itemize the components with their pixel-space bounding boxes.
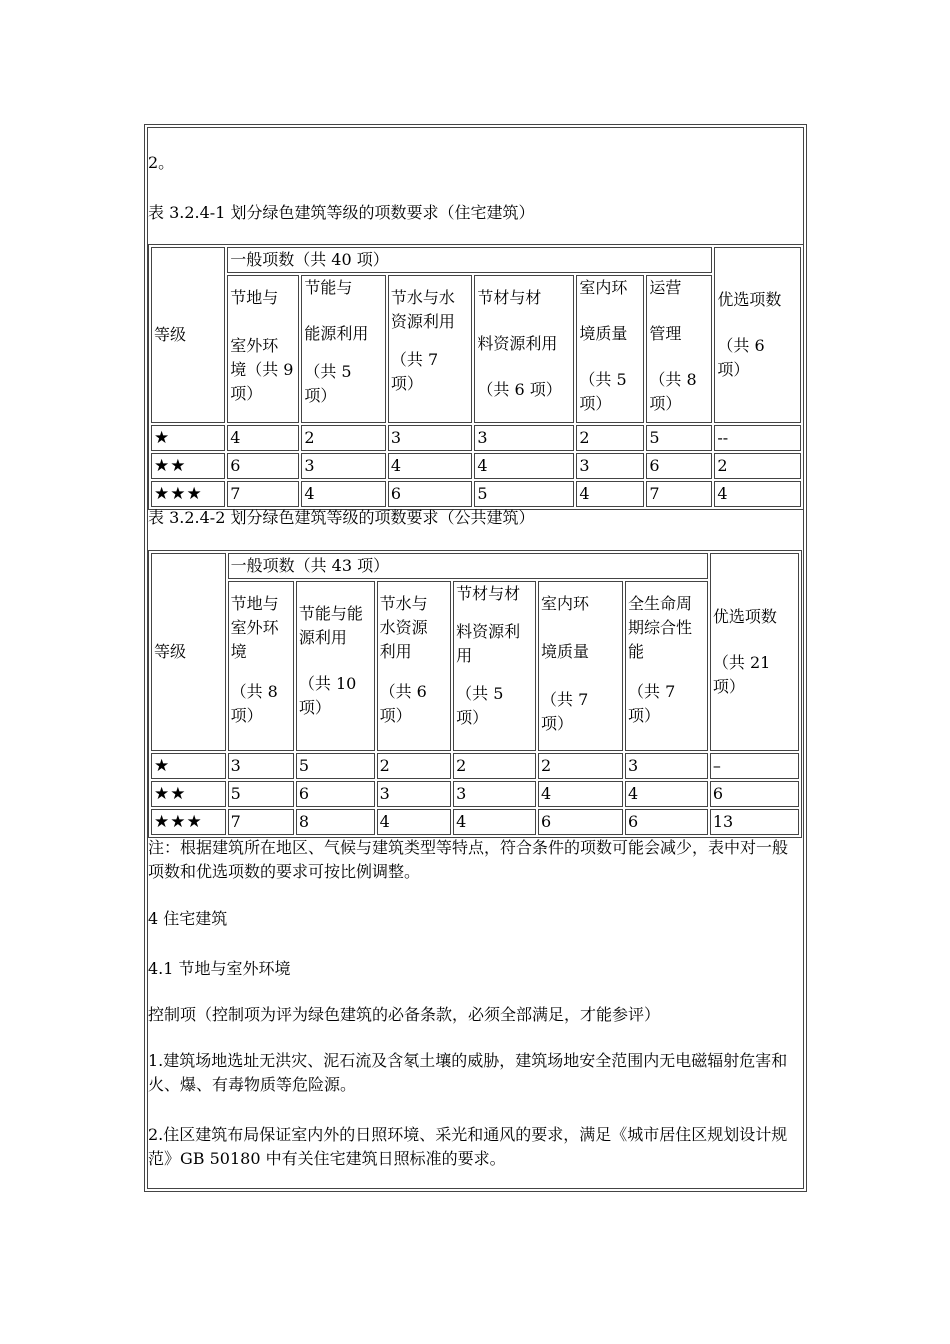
table-cell: 4 xyxy=(453,809,536,835)
table-row xyxy=(151,781,799,807)
category-header: 节水与 水资源 利用 （共 6 项） xyxy=(377,581,452,751)
general-header: 一般项数（共 40 项） xyxy=(227,247,712,273)
grade-cell: ★★ xyxy=(151,781,226,807)
table-cell: 7 xyxy=(228,809,294,835)
table-cell: 3 xyxy=(576,453,644,479)
table-cell: 13 xyxy=(710,809,799,835)
table-cell: 3 xyxy=(388,425,473,451)
table-cell: 3 xyxy=(377,781,452,807)
optional-header: 优选项数 （共 21 项） xyxy=(710,553,799,751)
table-row xyxy=(151,809,799,835)
category-header: 室内环 境质量 （共 5 项） xyxy=(576,275,644,423)
subsection-heading: 4.1 节地与室外环境 xyxy=(148,959,291,978)
intro-line: 2。 xyxy=(148,153,175,172)
general-header: 一般项数（共 43 项） xyxy=(228,553,708,579)
category-header: 节地与 室外环 境 （共 8 项） xyxy=(228,581,294,751)
table-cell: 4 xyxy=(377,809,452,835)
table-cell: 4 xyxy=(714,481,801,507)
category-header: 节能与能 源利用 （共 10 项） xyxy=(296,581,375,751)
table-cell: 2 xyxy=(301,425,386,451)
table-cell: 2 xyxy=(714,453,801,479)
table-cell: -- xyxy=(714,425,801,451)
table-residential xyxy=(148,244,804,510)
table-cell: 3 xyxy=(453,781,536,807)
table-cell: 2 xyxy=(377,753,452,779)
table1-caption: 表 3.2.4-1 划分绿色建筑等级的项数要求（住宅建筑） xyxy=(148,203,535,222)
category-header: 全生命周 期综合性 能 （共 7 项） xyxy=(625,581,708,751)
table2-caption: 表 3.2.4-2 划分绿色建筑等级的项数要求（公共建筑） xyxy=(148,508,535,527)
table-row xyxy=(151,481,801,507)
category-header: 节地与 室外环 境（共 9 项） xyxy=(227,275,299,423)
table-cell: 5 xyxy=(646,425,712,451)
table-cell: 7 xyxy=(227,481,299,507)
grade-cell: ★★★ xyxy=(151,481,225,507)
optional-header: 优选项数 （共 6 项） xyxy=(714,247,801,423)
table-cell: 4 xyxy=(227,425,299,451)
grade-header: 等级 xyxy=(151,553,226,751)
category-header: 节水与水 资源利用 （共 7 项） xyxy=(388,275,473,423)
table-cell: 4 xyxy=(388,453,473,479)
table-cell: 3 xyxy=(228,753,294,779)
grade-cell: ★ xyxy=(151,425,225,451)
table-cell: 8 xyxy=(296,809,375,835)
item-1: 1.建筑场地选址无洪灾、泥石流及含氡土壤的威胁，建筑场地安全范围内无电磁辐射危害和火、爆、有毒物质等危险源。 xyxy=(148,1051,788,1094)
table-cell: 5 xyxy=(228,781,294,807)
table-cell: 6 xyxy=(646,453,712,479)
category-header: 节材与材 料资源利用 （共 6 项） xyxy=(474,275,574,423)
table-cell: 7 xyxy=(646,481,712,507)
table-cell: 4 xyxy=(301,481,386,507)
category-header: 节材与材 料资源利 用 （共 5 项） xyxy=(453,581,536,751)
category-header: 节能与 能源利用 （共 5 项） xyxy=(301,275,386,423)
table-cell: 3 xyxy=(301,453,386,479)
table-cell: 4 xyxy=(576,481,644,507)
grade-cell: ★★★ xyxy=(151,809,226,835)
table-cell: 6 xyxy=(227,453,299,479)
table-cell: 6 xyxy=(710,781,799,807)
table-cell: 6 xyxy=(388,481,473,507)
category-header: 室内环 境质量 （共 7 项） xyxy=(538,581,623,751)
category-header: 运营 管理 （共 8 项） xyxy=(646,275,712,423)
grade-cell: ★★ xyxy=(151,453,225,479)
table-cell: 4 xyxy=(538,781,623,807)
table-cell: 6 xyxy=(538,809,623,835)
table-cell: 5 xyxy=(296,753,375,779)
table-cell: 3 xyxy=(474,425,574,451)
control-intro: 控制项（控制项为评为绿色建筑的必备条款，必须全部满足，才能参评） xyxy=(148,1005,661,1024)
note-text: 注：根据建筑所在地区、气候与建筑类型等特点，符合条件的项数可能会减少，表中对一般项数和优选项数的要求可按比例调整。 xyxy=(148,838,789,881)
table-cell: 5 xyxy=(474,481,574,507)
table-row xyxy=(151,753,799,779)
table-public xyxy=(148,550,802,838)
table-row xyxy=(151,453,801,479)
table-cell: – xyxy=(710,753,799,779)
table-cell: 2 xyxy=(538,753,623,779)
item-2: 2.住区建筑布局保证室内外的日照环境、采光和通风的要求，满足《城市居住区规划设计规范》GB 50180 中有关住宅建筑日照标准的要求。 xyxy=(148,1125,788,1168)
table-cell: 3 xyxy=(625,753,708,779)
table-cell: 4 xyxy=(625,781,708,807)
table-cell: 4 xyxy=(474,453,574,479)
grade-header: 等级 xyxy=(151,247,225,423)
table-cell: 6 xyxy=(625,809,708,835)
table-row xyxy=(151,425,801,451)
section-heading: 4 住宅建筑 xyxy=(148,909,228,928)
table-cell: 2 xyxy=(453,753,536,779)
table-cell: 2 xyxy=(576,425,644,451)
grade-cell: ★ xyxy=(151,753,226,779)
table-cell: 6 xyxy=(296,781,375,807)
